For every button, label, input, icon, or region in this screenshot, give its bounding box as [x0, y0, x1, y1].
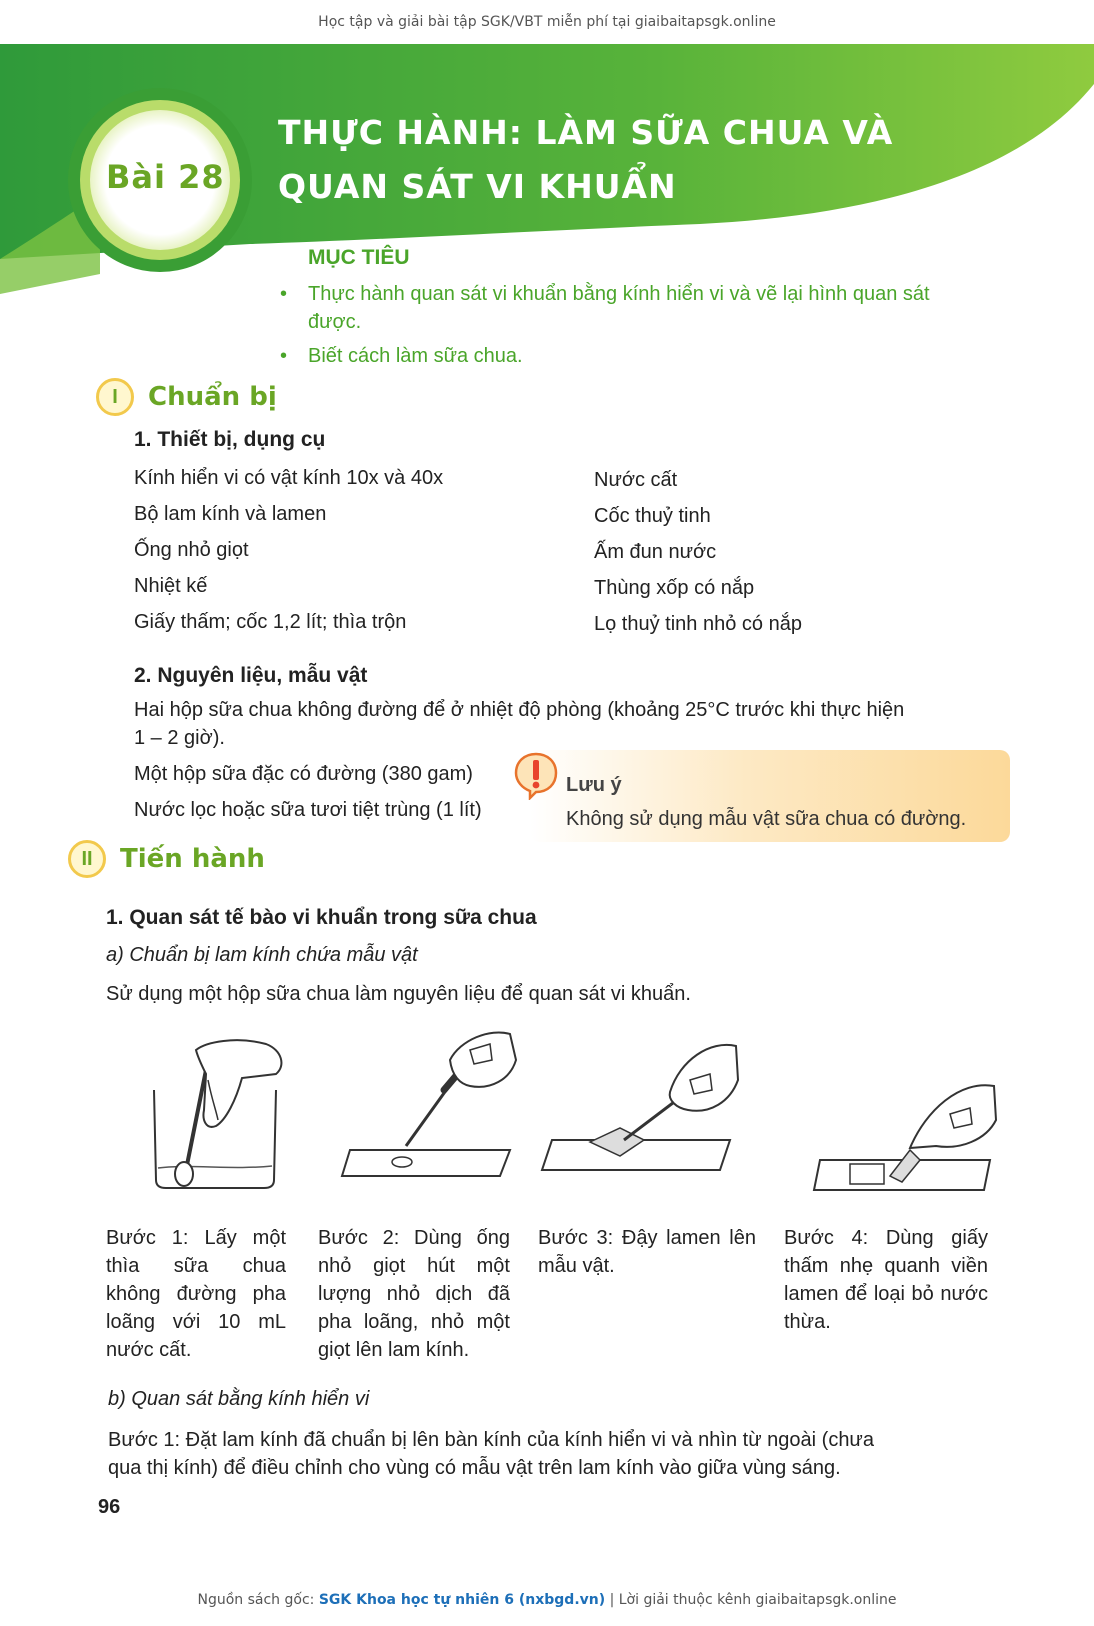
objective-item: • Thực hành quan sát vi khuẩn bằng kính hiển vi và vẽ lại hình quan sát được. [280, 280, 960, 336]
equipment-item: Giấy thấm; cốc 1,2 lít; thìa trộn [134, 611, 407, 633]
footer-source-link[interactable]: SGK Khoa học tự nhiên 6 (nxbgd.vn) [318, 1592, 606, 1608]
materials-line: Nước lọc hoặc sữa tươi tiệt trùng (1 lít) [134, 799, 482, 821]
part-b-step-1-line: qua thị kính) để điều chỉnh cho vùng có mẫu vật trên lam kính vào giữa vùng sáng. [108, 1457, 841, 1479]
objectives [280, 246, 960, 376]
subheading-equipment: 1. Thiết bị, dụng cụ [134, 428, 326, 451]
step-4-illustration [810, 1040, 1000, 1210]
materials-paragraph [134, 696, 994, 752]
equipment-item: Nhiệt kế [134, 575, 208, 597]
section-title: Tiến hành [120, 844, 265, 874]
step-2-illustration [340, 1020, 520, 1190]
equipment-item: Thùng xốp có nắp [594, 577, 755, 599]
step-1-caption: Bước 1: Lấy một thìa sữa chua không đường pha loãng với 10 mL nước cất. [106, 1227, 286, 1361]
exclamation-icon [514, 752, 558, 800]
materials-line: Hai hộp sữa chua không đường để ở nhiệt độ phòng (khoảng 25°C trước khi thực hiện [134, 699, 905, 721]
lesson-badge: Bài 28 [106, 158, 225, 196]
section-number-badge: II [68, 840, 106, 878]
step-3-illustration [540, 1030, 740, 1190]
equipment-item: Ống nhỏ giọt [134, 539, 249, 561]
objective-item: • Biết cách làm sữa chua. [280, 342, 960, 370]
note-title: Lưu ý [566, 774, 622, 796]
part-b-step-1-line: Bước 1: Đặt lam kính đã chuẩn bị lên bàn kính của kính hiển vi và nhìn từ ngoài (chưa [108, 1429, 874, 1451]
footer-prefix: Nguồn sách gốc: [197, 1592, 315, 1608]
section-number-badge: I [96, 378, 134, 416]
footer-suffix: | Lời giải thuộc kênh giaibaitapsgk.online [609, 1592, 897, 1608]
equipment-item: Nước cất [594, 469, 678, 491]
equipment-item: Lọ thuỷ tinh nhỏ có nắp [594, 613, 802, 635]
step-2-caption: Bước 2: Dùng ống nhỏ giọt hút một lượng nhỏ dịch đã pha loãng, nhỏ một giọt lên lam kính. [318, 1227, 510, 1361]
procedure-intro: Sử dụng một hộp sữa chua làm nguyên liệu để quan sát vi khuẩn. [106, 983, 691, 1005]
part-b-heading: b) Quan sát bằng kính hiển vi [108, 1388, 370, 1410]
note-text: Không sử dụng mẫu vật sữa chua có đường. [566, 808, 967, 830]
step-3-caption: Bước 3: Đậy lamen lên mẫu vật. [538, 1227, 756, 1277]
section-heading-prepare [96, 378, 277, 416]
materials-line: Một hộp sữa đặc có đường (380 gam) [134, 763, 473, 785]
objectives-heading: MỤC TIÊU [308, 246, 410, 269]
lesson-title [278, 106, 898, 214]
part-a-heading: a) Chuẩn bị lam kính chứa mẫu vật [106, 944, 418, 966]
equipment-item: Cốc thuỷ tinh [594, 505, 711, 527]
step-1-illustration [146, 1030, 296, 1190]
top-note: Học tập và giải bài tập SGK/VBT miễn phí tại giaibaitapsgk.online [318, 14, 776, 30]
subheading-materials: 2. Nguyên liệu, mẫu vật [134, 664, 368, 687]
materials-line: 1 – 2 giờ). [134, 727, 225, 749]
footer [0, 1592, 1094, 1608]
equipment-item: Ấm đun nước [594, 541, 717, 563]
section-heading-procedure [68, 840, 265, 878]
step-4-caption: Bước 4: Dùng giấy thấm nhẹ quanh viền lamen để loại bỏ nước thừa. [784, 1227, 988, 1333]
lesson-title-line-2: QUAN SÁT VI KHUẨN [278, 167, 677, 206]
part-b-step-1 [108, 1426, 1008, 1482]
equipment-item: Kính hiển vi có vật kính 10x và 40x [134, 467, 444, 489]
objectives-list [280, 280, 960, 370]
page-number: 96 [98, 1496, 121, 1518]
lesson-title-line-1: THỰC HÀNH: LÀM SỮA CHUA VÀ [278, 113, 894, 152]
subheading-observe-bacteria: 1. Quan sát tế bào vi khuẩn trong sữa chua [106, 906, 537, 929]
equipment-item: Bộ lam kính và lamen [134, 503, 327, 525]
section-title: Chuẩn bị [148, 382, 277, 412]
equipment-list-left [134, 460, 443, 640]
equipment-list-right [594, 462, 802, 642]
